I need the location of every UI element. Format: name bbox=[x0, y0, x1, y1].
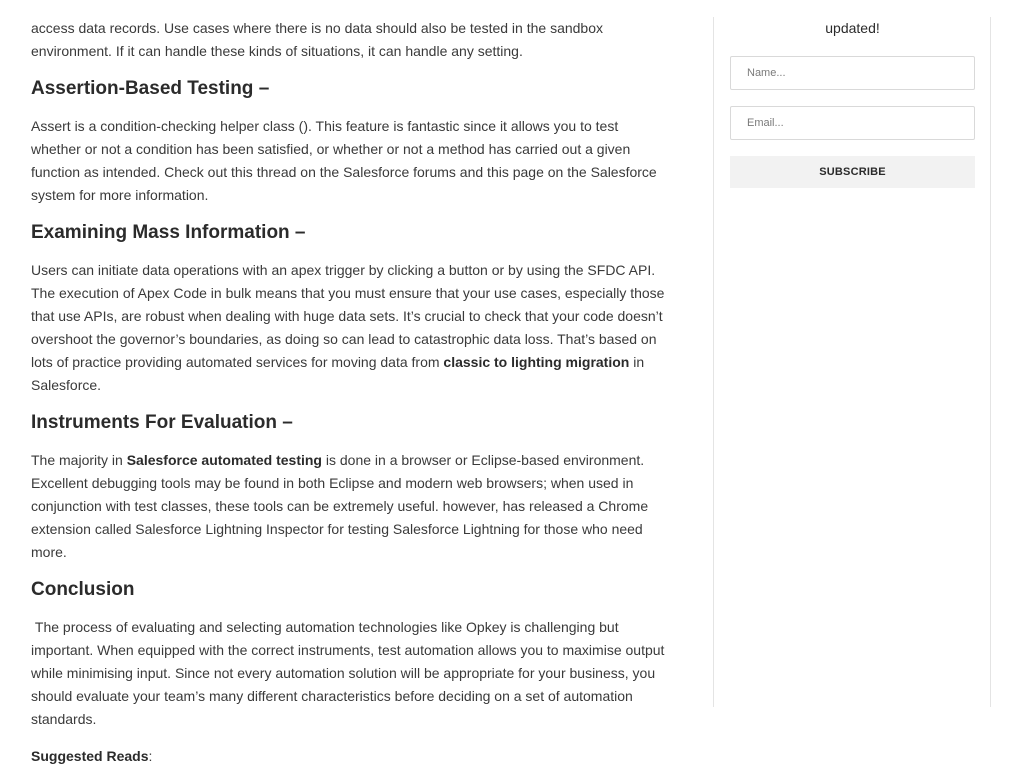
suggested-reads-colon: : bbox=[148, 748, 153, 764]
email-input[interactable] bbox=[730, 106, 975, 140]
migration-link[interactable]: classic to lighting migration bbox=[443, 354, 630, 370]
section-body-instruments bbox=[31, 449, 671, 564]
paragraph-text: The majority in bbox=[31, 452, 127, 468]
paragraph-text: in Salesforce. bbox=[31, 354, 645, 393]
automated-testing-link[interactable]: Salesforce automated testing bbox=[126, 452, 322, 468]
section-heading-conclusion: Conclusion bbox=[31, 579, 135, 600]
sidebar-divider-left bbox=[713, 17, 714, 707]
article-content bbox=[31, 17, 671, 782]
article-intro: access data records. Use cases where there is no data should also be tested in the sandbox environment. If it can handle these kinds of situations, it can handle any setting. bbox=[31, 20, 604, 59]
suggested-reads-label: Suggested Reads bbox=[31, 748, 149, 764]
name-input[interactable] bbox=[730, 56, 975, 90]
section-heading-instruments: Instruments For Evaluation – bbox=[31, 412, 293, 433]
paragraph-text: is done in a browser or Eclipse-based environment. Excellent debugging tools may be found in both Eclipse and modern web browsers; when used in conjunction with test classes, these tools can be extremely useful. however, has released a Chrome extension called Salesforce Lightning Inspector for testing Salesforce Lightning for those who need more. bbox=[31, 452, 649, 560]
sidebar-divider-right bbox=[990, 17, 991, 707]
section-body-conclusion: The process of evaluating and selecting automation technologies like Opkey is challenging but important. When equipped with the correct instruments, test automation allows you to maximise output while minimising input. Since not every automation solution will be appropriate for your business, you should evaluate your team’s many different characteristics before deciding on a set of automation standards. bbox=[31, 619, 669, 727]
section-body-mass-information bbox=[31, 259, 671, 397]
paragraph-text: Users can initiate data operations with an apex trigger by clicking a button or by using the SFDC API. The execution of Apex Code in bulk means that you must ensure that your use cases, especially those that use APIs, are robust when dealing with huge data sets. It’s crucial to check that your code doesn’t overshoot the governor’s boundaries, as doing so can lead to catastrophic data loss. That’s based on lots of practice providing automated services for moving data from bbox=[31, 262, 665, 370]
newsletter-sidebar bbox=[730, 17, 975, 188]
section-heading-mass-information: Examining Mass Information – bbox=[31, 222, 306, 243]
subscribe-button[interactable]: SUBSCRIBE bbox=[730, 156, 975, 188]
suggested-reads bbox=[31, 745, 671, 768]
newsletter-title: updated! bbox=[825, 20, 880, 36]
section-body-assertion: Assert is a condition-checking helper class (). This feature is fantastic since it allows you to test whether or not a condition has been satisfied, or whether or not a method has carried out a given function as intended. Check out this thread on the Salesforce forums and this page on the Salesforce system for more information. bbox=[31, 118, 657, 203]
section-heading-assertion: Assertion-Based Testing – bbox=[31, 78, 270, 99]
